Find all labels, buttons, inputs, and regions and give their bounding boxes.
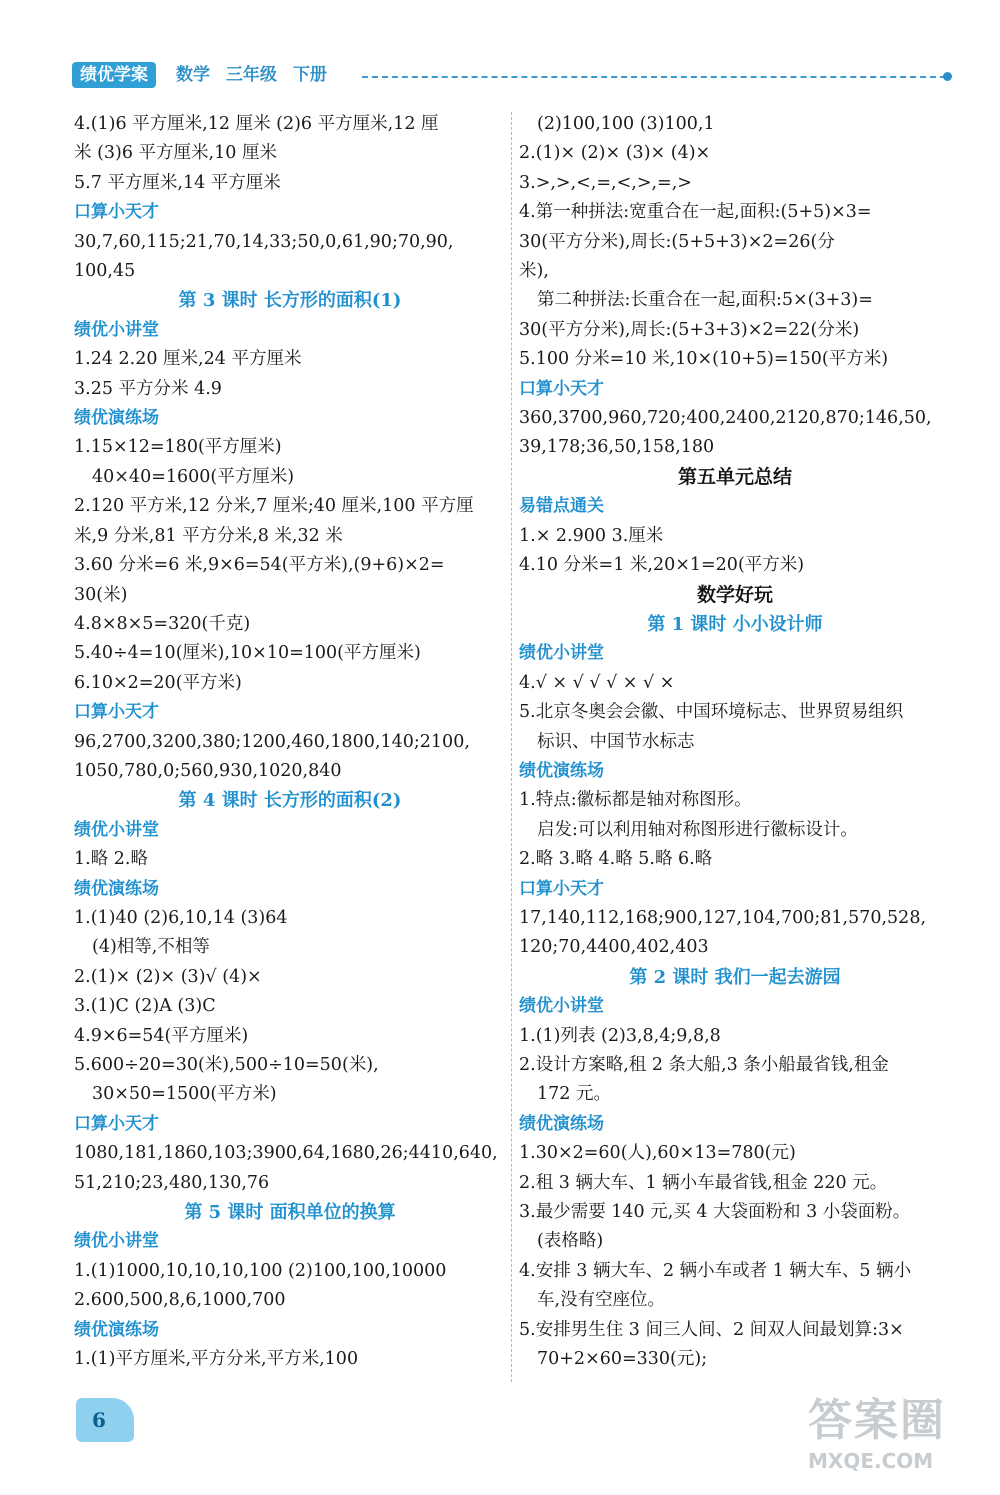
lesson-title: 第 2 课时 我们一起去游园 bbox=[629, 966, 841, 988]
answer-line: 4.安排 3 辆大车、2 辆小车或者 1 辆大车、5 辆小 bbox=[519, 1260, 912, 1281]
answer-line: 1.30×2=60(人),60×13=780(元) bbox=[519, 1143, 796, 1164]
answer-line: 4.第一种拼法:宽重合在一起,面积:(5+5)×3= bbox=[519, 202, 872, 223]
right-column bbox=[519, 110, 951, 1374]
answer-line: 5.安排男生住 3 间三人间、2 间双人间最划算:3× bbox=[519, 1319, 904, 1340]
section-heading: 绩优演练场 bbox=[519, 760, 604, 781]
answer-line: 39,178;36,50,158,180 bbox=[519, 437, 715, 458]
answer-line: 5.100 分米=10 米,10×(10+5)=150(平方米) bbox=[519, 349, 889, 370]
lesson-title: 第 5 课时 面积单位的换算 bbox=[184, 1202, 396, 1224]
answer-line: 3.(1)C (2)A (3)C bbox=[74, 996, 216, 1017]
watermark-text: 答案圈 bbox=[808, 1395, 946, 1446]
answer-line: 第二种拼法:长重合在一起,面积:5×(3+3)= bbox=[537, 290, 873, 311]
answer-line: 3.25 平方分米 4.9 bbox=[74, 378, 222, 399]
section-heading: 口算小天才 bbox=[74, 202, 159, 223]
answer-line: 120;70,4400,402,403 bbox=[519, 937, 709, 958]
answer-line: 51,210;23,480,130,76 bbox=[74, 1172, 270, 1193]
answer-line: 2.120 平方米,12 分米,7 厘米;40 厘米,100 平方厘 bbox=[74, 496, 474, 517]
answer-line: 4.√ × √ √ √ × √ × bbox=[519, 672, 675, 693]
answer-line: 1.特点:徽标都是轴对称图形。 bbox=[519, 790, 752, 811]
answer-line: 4.9×6=54(平方厘米) bbox=[74, 1025, 249, 1046]
answer-line: 2.(1)× (2)× (3)× (4)× bbox=[519, 143, 711, 164]
watermark-logo bbox=[808, 1395, 988, 1489]
answer-line: 1080,181,1860,103;3900,64,1680,26;4410,640, bbox=[74, 1143, 498, 1164]
answer-line: 1.(1)1000,10,10,10,100 (2)100,100,10000 bbox=[74, 1260, 447, 1281]
answer-line: 30×50=1500(平方米) bbox=[92, 1084, 277, 1105]
answer-line: 3.最少需要 140 元,买 4 大袋面粉和 3 小袋面粉。 bbox=[519, 1202, 911, 1223]
answer-line: 1.× 2.900 3.厘米 bbox=[519, 525, 664, 546]
answer-line: 30(平方分米),周长:(5+3+3)×2=22(分米) bbox=[519, 319, 860, 340]
brand-badge: 绩优学案 bbox=[72, 62, 156, 88]
section-heading: 口算小天才 bbox=[519, 878, 604, 899]
section-heading: 口算小天才 bbox=[74, 702, 159, 723]
answer-line: 30(平方分米),周长:(5+5+3)×2=26(分 bbox=[519, 231, 835, 252]
answer-line: 4.10 分米=1 米,20×1=20(平方米) bbox=[519, 555, 805, 576]
answer-line: 360,3700,960,720;400,2400,2120,870;146,50, bbox=[519, 408, 932, 429]
answer-line: 1050,780,0;560,930,1020,840 bbox=[74, 760, 342, 781]
answer-line: 30(米) bbox=[74, 584, 128, 605]
section-heading: 绩优演练场 bbox=[74, 408, 159, 429]
answer-line: 3.>,>,<,=,<,>,=,> bbox=[519, 172, 692, 193]
answer-line: (2)100,100 (3)100,1 bbox=[537, 114, 715, 134]
answer-line: 172 元。 bbox=[537, 1084, 611, 1105]
header-dot bbox=[943, 72, 952, 81]
answer-line: 100,45 bbox=[74, 261, 136, 282]
answer-line: 1.15×12=180(平方厘米) bbox=[74, 437, 282, 458]
answer-line: 4.(1)6 平方厘米,12 厘米 (2)6 平方厘米,12 厘 bbox=[74, 114, 439, 134]
answer-line: (4)相等,不相等 bbox=[92, 937, 210, 958]
answer-line: 米), bbox=[519, 261, 549, 282]
answer-line: 6.10×2=20(平方米) bbox=[74, 672, 242, 693]
answer-line: 车,没有空座位。 bbox=[537, 1290, 666, 1311]
answer-line: 1.(1)平方厘米,平方分米,平方米,100 bbox=[74, 1349, 359, 1370]
section-heading: 绩优小讲堂 bbox=[519, 996, 604, 1017]
lesson-title: 第 1 课时 小小设计师 bbox=[647, 613, 823, 635]
answer-line: 30,7,60,115;21,70,14,33;50,0,61,90;70,90, bbox=[74, 231, 454, 252]
answer-line: 5.600÷20=30(米),500÷10=50(米), bbox=[74, 1055, 379, 1075]
watermark-url: MXQE.COM bbox=[808, 1449, 934, 1473]
section-heading: 口算小天才 bbox=[519, 378, 604, 399]
answer-line: 标识、中国节水标志 bbox=[537, 731, 695, 752]
section-heading: 口算小天才 bbox=[74, 1113, 159, 1134]
lesson-title: 第 4 课时 长方形的面积(2) bbox=[178, 790, 402, 812]
answer-line: 40×40=1600(平方厘米) bbox=[92, 466, 295, 487]
answer-line: 70+2×60=330(元); bbox=[537, 1349, 708, 1370]
unit-title: 第五单元总结 bbox=[677, 465, 792, 488]
answer-line: 米,9 分米,81 平方分米,8 米,32 米 bbox=[74, 525, 343, 546]
answer-line: 1.(1)列表 (2)3,8,4;9,8,8 bbox=[519, 1025, 721, 1046]
section-heading: 绩优演练场 bbox=[74, 1319, 159, 1340]
page-number: 6 bbox=[76, 1398, 134, 1442]
lesson-title: 第 3 课时 长方形的面积(1) bbox=[178, 290, 402, 312]
answer-line: (表格略) bbox=[537, 1231, 604, 1252]
header-divider bbox=[362, 76, 946, 78]
section-heading: 绩优小讲堂 bbox=[74, 319, 159, 340]
answer-line: 1.24 2.20 厘米,24 平方厘米 bbox=[74, 349, 302, 370]
section-heading: 绩优小讲堂 bbox=[519, 643, 604, 664]
section-heading: 绩优小讲堂 bbox=[74, 819, 159, 840]
answer-line: 5.7 平方厘米,14 平方厘米 bbox=[74, 172, 281, 193]
left-column bbox=[74, 110, 506, 1374]
answer-line: 1.略 2.略 bbox=[74, 849, 148, 870]
answer-line: 2.略 3.略 4.略 5.略 6.略 bbox=[519, 849, 713, 870]
section-heading: 易错点通关 bbox=[519, 496, 604, 517]
answer-line: 2.设计方案略,租 2 条大船,3 条小船最省钱,租金 bbox=[519, 1055, 889, 1075]
answer-line: 2.600,500,8,6,1000,700 bbox=[74, 1290, 286, 1311]
answer-line: 米 (3)6 平方厘米,10 厘米 bbox=[74, 143, 277, 164]
unit-title: 数学好玩 bbox=[696, 583, 773, 606]
answer-line: 1.(1)40 (2)6,10,14 (3)64 bbox=[74, 907, 288, 928]
section-heading: 绩优演练场 bbox=[519, 1113, 604, 1134]
answer-line: 5.北京冬奥会会徽、中国环境标志、世界贸易组织 bbox=[519, 702, 904, 723]
page-header bbox=[72, 58, 952, 94]
answer-line: 4.8×8×5=320(千克) bbox=[74, 613, 251, 634]
answer-line: 启发:可以利用轴对称图形进行徽标设计。 bbox=[537, 819, 858, 840]
answer-line: 96,2700,3200,380;1200,460,1800,140;2100, bbox=[74, 731, 470, 752]
answer-line: 5.40÷4=10(厘米),10×10=100(平方厘米) bbox=[74, 643, 421, 664]
answer-line: 3.60 分米=6 米,9×6=54(平方米),(9+6)×2= bbox=[74, 555, 445, 576]
answer-line: 17,140,112,168;900,127,104,700;81,570,528, bbox=[519, 907, 927, 928]
column-divider bbox=[511, 112, 512, 1382]
section-heading: 绩优演练场 bbox=[74, 878, 159, 899]
answer-line: 2.(1)× (2)× (3)√ (4)× bbox=[74, 966, 262, 987]
section-heading: 绩优小讲堂 bbox=[74, 1231, 159, 1252]
answer-line: 2.租 3 辆大车、1 辆小车最省钱,租金 220 元。 bbox=[519, 1172, 888, 1193]
header-subject: 数学 三年级 下册 bbox=[176, 65, 327, 85]
